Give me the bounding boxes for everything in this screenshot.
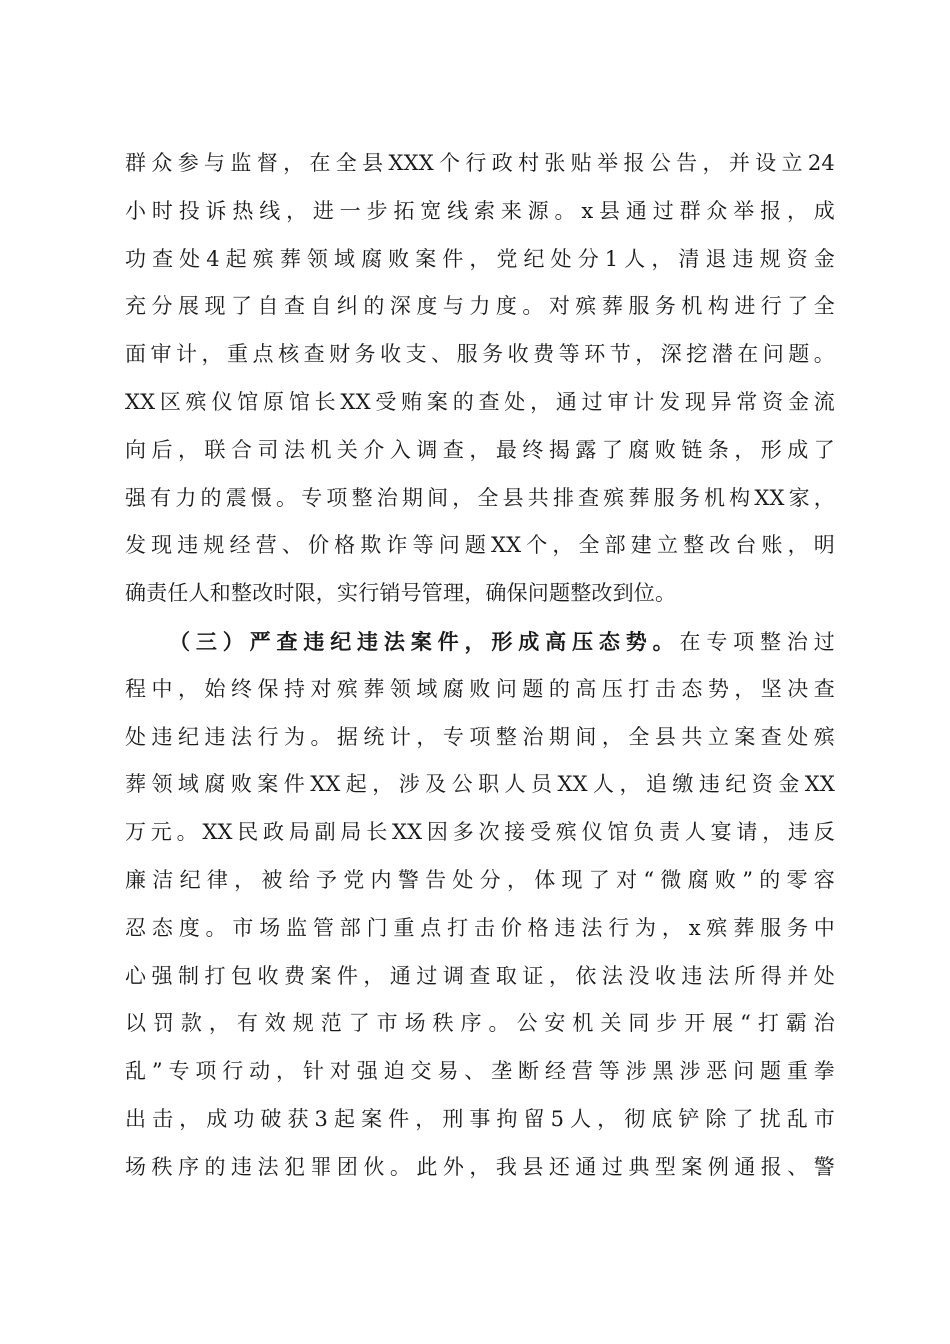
text-line: 向后，联合司法机关介入调查，最终揭露了腐败链条，形成了 xyxy=(125,437,835,462)
text-line: 小时投诉热线，进一步拓宽线索来源。x县通过群众举报，成 xyxy=(125,198,835,223)
section-heading-rest: 在专项整治过 xyxy=(679,629,835,654)
text-line: 葬领域腐败案件XX起，涉及公职人员XX人，追缴违纪资金XX xyxy=(125,772,835,797)
text-line: 程中，始终保持对殡葬领域腐败问题的高压打击态势，坚决查 xyxy=(125,676,835,701)
text-line: 万元。XX民政局副局长XX因多次接受殡仪馆负责人宴请，违反 xyxy=(125,820,835,845)
section-heading-line xyxy=(125,618,835,666)
text-line: 场秩序的违法犯罪团伙。此外，我县还通过典型案例通报、警 xyxy=(125,1154,835,1179)
text-line: 确责任人和整改时限，实行销号管理，确保问题整改到位。 xyxy=(125,581,677,606)
text-line: 乱”专项行动，针对强迫交易、垄断经营等涉黑涉恶问题重拳 xyxy=(125,1059,835,1084)
text-line: 心强制打包收费案件，通过调查取证，依法没收违法所得并处 xyxy=(125,963,835,988)
body-text xyxy=(125,140,835,1192)
text-line: 以罚款，有效规范了市场秩序。公安机关同步开展“打霸治 xyxy=(125,1011,835,1036)
section-heading: （三）严查违纪违法案件，形成高压态势。 xyxy=(169,628,680,654)
text-line: 群众参与监督，在全县XXX个行政村张贴举报公告，并设立24 xyxy=(125,151,835,175)
text-line: 出击，成功破获3起案件，刑事拘留5人，彻底铲除了扰乱市 xyxy=(125,1106,835,1131)
text-line: 强有力的震慑。专项整治期间，全县共排查殡葬服务机构XX家， xyxy=(125,485,835,510)
text-line: 面审计，重点核查财务收支、服务收费等环节，深挖潜在问题。 xyxy=(125,342,835,367)
text-line: 发现违规经营、价格欺诈等问题XX个，全部建立整改台账，明 xyxy=(125,533,835,558)
text-line: 充分展现了自查自纠的深度与力度。对殡葬服务机构进行了全 xyxy=(125,294,835,319)
text-line: 功查处4起殡葬领域腐败案件，党纪处分1人，清退违规资金 xyxy=(125,246,835,271)
text-line: 处违纪违法行为。据统计，专项整治期间，全县共立案查处殡 xyxy=(125,724,835,749)
text-line: XX区殡仪馆原馆长XX受贿案的查处，通过审计发现异常资金流 xyxy=(125,389,835,414)
text-line: 廉洁纪律，被给予党内警告处分，体现了对“微腐败”的零容 xyxy=(125,867,835,892)
text-line: 忍态度。市场监管部门重点打击价格违法行为，x殡葬服务中 xyxy=(125,915,835,940)
